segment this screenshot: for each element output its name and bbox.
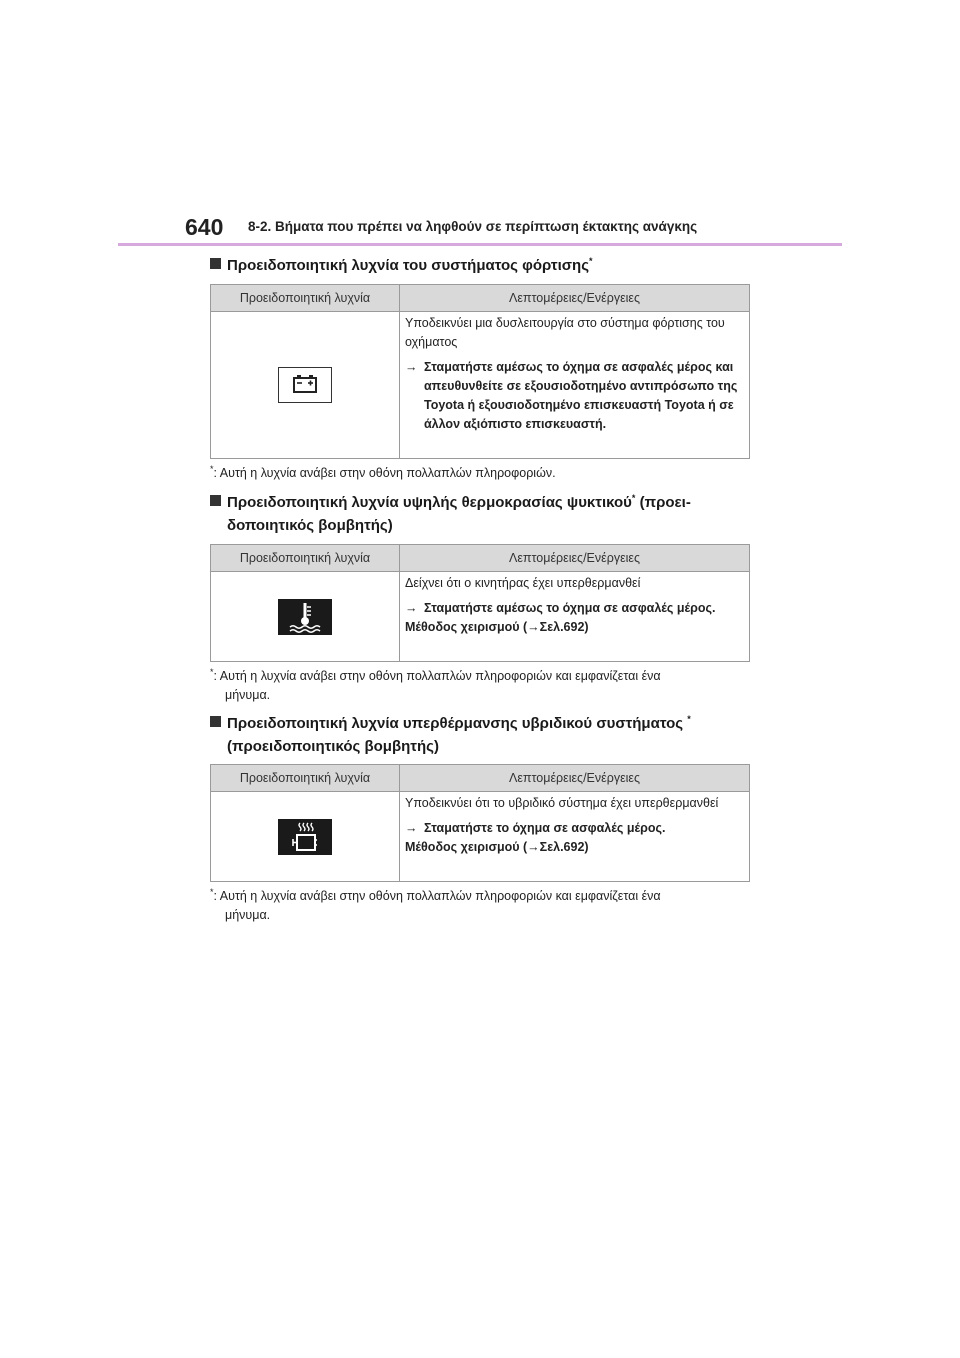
coolant-temperature-icon — [278, 599, 332, 635]
action-text: → Σταματήστε αμέσως το όχημα σε ασφαλές μέρος και απευθυνθείτε σε εξουσιοδοτημένο αντιπρόσωπο της Toyota ή εξουσιοδοτημένο επισκευαστή Toyota ή σε άλλον αξιόπιστο επισκευαστή. — [405, 360, 738, 431]
page-reference: Μέθοδος χειρισμού (→Σελ.692) — [405, 620, 589, 634]
description-text: Υποδεικνύει ότι το υβριδικό σύστημα έχει υπερθερμανθεί — [405, 796, 719, 810]
footnote-hybrid: *: Αυτή η λυχνία ανάβει στην οθόνη πολλαπλών πληροφοριών και εμφανίζεται ένα μήνυμα. — [210, 886, 661, 922]
square-bullet-icon — [210, 716, 221, 727]
column-header-details: Λεπτομέρειες/Ενέργειες — [400, 545, 750, 572]
square-bullet-icon — [210, 258, 221, 269]
running-head: 8-2. Βήματα που πρέπει να ληφθούν σε περίπτωση έκτακτης ανάγκης — [248, 219, 698, 234]
footnote-charging: *: Αυτή η λυχνία ανάβει στην οθόνη πολλαπλών πληροφοριών. — [210, 463, 556, 480]
action-text: → Σταματήστε αμέσως το όχημα σε ασφαλές μέρος. Μέθοδος χειρισμού (→Σελ.692) — [405, 599, 745, 637]
warning-light-cell — [211, 312, 400, 459]
section-heading-hybrid: Προειδοποιητική λυχνία υπερθέρμανσης υβριδικού συστήματος * (προειδοποιητικός βομβητής) — [210, 712, 691, 758]
square-bullet-icon — [210, 495, 221, 506]
battery-icon — [278, 367, 332, 403]
page-number: 640 — [185, 214, 224, 240]
column-header-warning-light: Προειδοποιητική λυχνία — [211, 545, 400, 572]
page-reference: Μέθοδος χειρισμού (→Σελ.692) — [405, 840, 589, 854]
column-header-details: Λεπτομέρειες/Ενέργειες — [400, 285, 750, 312]
warning-light-cell — [211, 572, 400, 662]
warning-light-cell — [211, 792, 400, 882]
description-text: Υποδεικνύει μια δυσλειτουργία στο σύστημα φόρτισης του οχήματος — [405, 316, 725, 349]
warning-table-hybrid — [210, 764, 750, 882]
header-divider — [118, 243, 842, 246]
column-header-warning-light: Προειδοποιητική λυχνία — [211, 765, 400, 792]
details-cell — [400, 792, 750, 882]
column-header-warning-light: Προειδοποιητική λυχνία — [211, 285, 400, 312]
hybrid-system-overheat-icon — [278, 819, 332, 855]
action-text: → Σταματήστε το όχημα σε ασφαλές μέρος. Μέθοδος χειρισμού (→Σελ.692) — [405, 819, 745, 857]
details-cell — [400, 572, 750, 662]
warning-table-coolant — [210, 544, 750, 662]
description-text: Δείχνει ότι ο κινητήρας έχει υπερθερμανθεί — [405, 576, 641, 590]
warning-table-charging — [210, 284, 750, 459]
column-header-details: Λεπτομέρειες/Ενέργειες — [400, 765, 750, 792]
details-cell — [400, 312, 750, 459]
footnote-coolant: *: Αυτή η λυχνία ανάβει στην οθόνη πολλαπλών πληροφοριών και εμφανίζεται ένα μήνυμα. — [210, 666, 661, 702]
section-heading-charging: Προειδοποιητική λυχνία του συστήματος φόρτισης* — [210, 254, 593, 277]
section-heading-coolant: Προειδοποιητική λυχνία υψηλής θερμοκρασίας ψυκτικού* (προει- δοποιητικός βομβητής) — [210, 491, 691, 537]
